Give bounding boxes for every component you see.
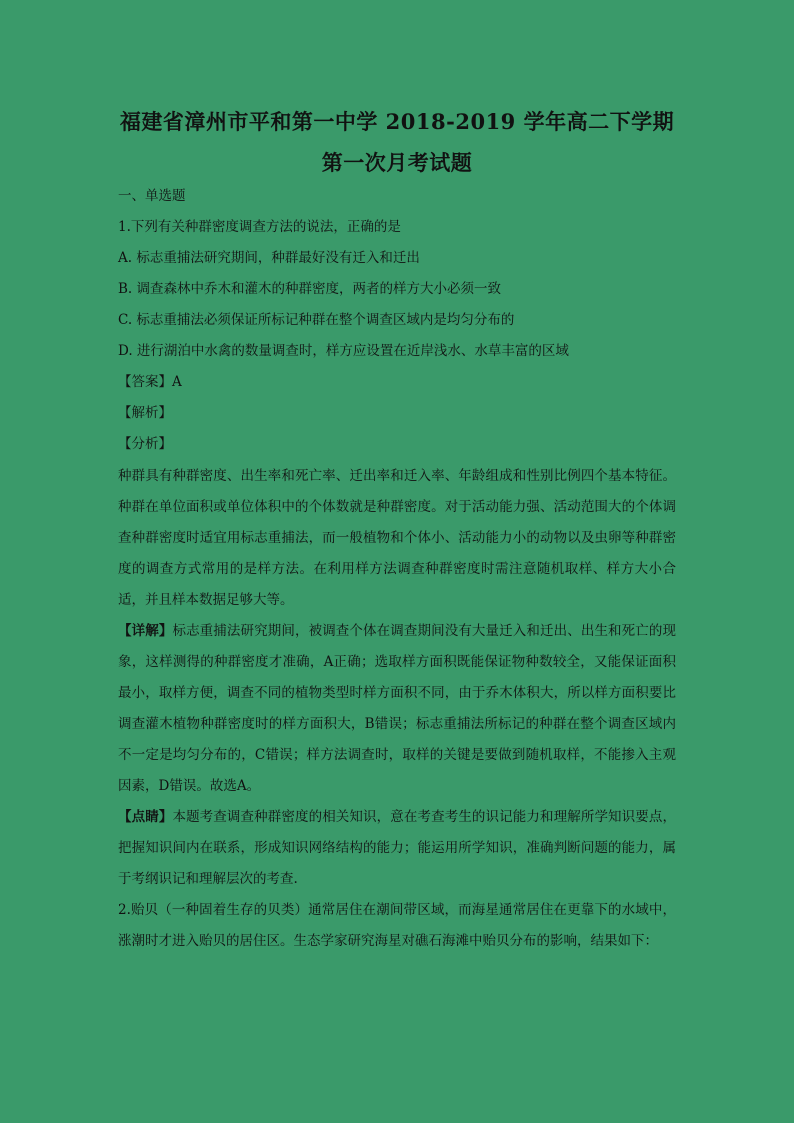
document-title: 福建省漳州市平和第一中学 2018-2019 学年高二下学期 xyxy=(119,109,675,134)
question-1-option-b: B. 调查森林中乔木和灌木的种群密度，两者的样方大小必须一致 xyxy=(118,281,502,297)
fenxi-heading: 【分析】 xyxy=(118,436,172,452)
comment-tag: 【点睛】 xyxy=(118,809,173,825)
detail-paragraph xyxy=(118,616,676,802)
question-1-option-d: D. 进行湖泊中水禽的数量调查时，样方应设置在近岸浅水、水草丰富的区域 xyxy=(118,343,569,359)
detail-tag: 【详解】 xyxy=(118,623,173,639)
question-1-stem: 1.下列有关种群密度调查方法的说法，正确的是 xyxy=(118,219,401,235)
document-subtitle: 第一次月考试题 xyxy=(321,150,473,175)
section-heading: 一、单选题 xyxy=(118,188,186,204)
question-1-option-a: A. 标志重捕法研究期间，种群最好没有迁入和迁出 xyxy=(118,250,420,266)
answer-label: 【答案】A xyxy=(118,374,182,390)
comment-paragraph xyxy=(118,802,676,895)
detail-text: 标志重捕法研究期间，被调查个体在调查期间没有大量迁入和迁出、出生和死亡的现象，这样测得的种群密度才准确，A正确；选取样方面积既能保证物种数较全，又能保证面积最小，取样方便，调查不同的植物类型时样方面积不同，由于乔木体积大，所以样方面积要比调查灌木植物种群密度时的样方面积大，B错误；标志重捕法所标记的种群在整个调查区域内不一定是均匀分布的，C错误；样方法调查时，取样的关键是要做到随机取样，不能掺入主观因素，D错误。故选A。 xyxy=(118,623,677,794)
question-1-option-c: C. 标志重捕法必须保证所标记种群在整个调查区域内是均匀分布的 xyxy=(118,312,515,328)
analysis-heading: 【解析】 xyxy=(118,405,172,421)
fenxi-paragraph: 种群具有种群密度、出生率和死亡率、迁出率和迁入率、年龄组成和性别比例四个基本特征。种群在单位面积或单位体积中的个体数就是种群密度。对于活动能力强、活动范围大的个体调查种群密度时适宜用标志重捕法，而一般植物和个体小、活动能力小的动物以及虫卵等种群密度的调查方式常用的是样方法。在利用样方法调查种群密度时需注意随机取样、样方大小合适，并且样本数据足够大等。 xyxy=(118,468,676,608)
question-2-stem: 2.贻贝（一种固着生存的贝类）通常居住在潮间带区域，而海星通常居住在更靠下的水域中，涨潮时才进入贻贝的居住区。生态学家研究海星对礁石海滩中贻贝分布的影响，结果如下： xyxy=(118,902,676,949)
comment-text: 本题考查调查种群密度的相关知识，意在考查考生的识记能力和理解所学知识要点，把握知识间内在联系，形成知识网络结构的能力；能运用所学知识，准确判断问题的能力，属于考纲识记和理解层次的考查. xyxy=(118,809,677,887)
